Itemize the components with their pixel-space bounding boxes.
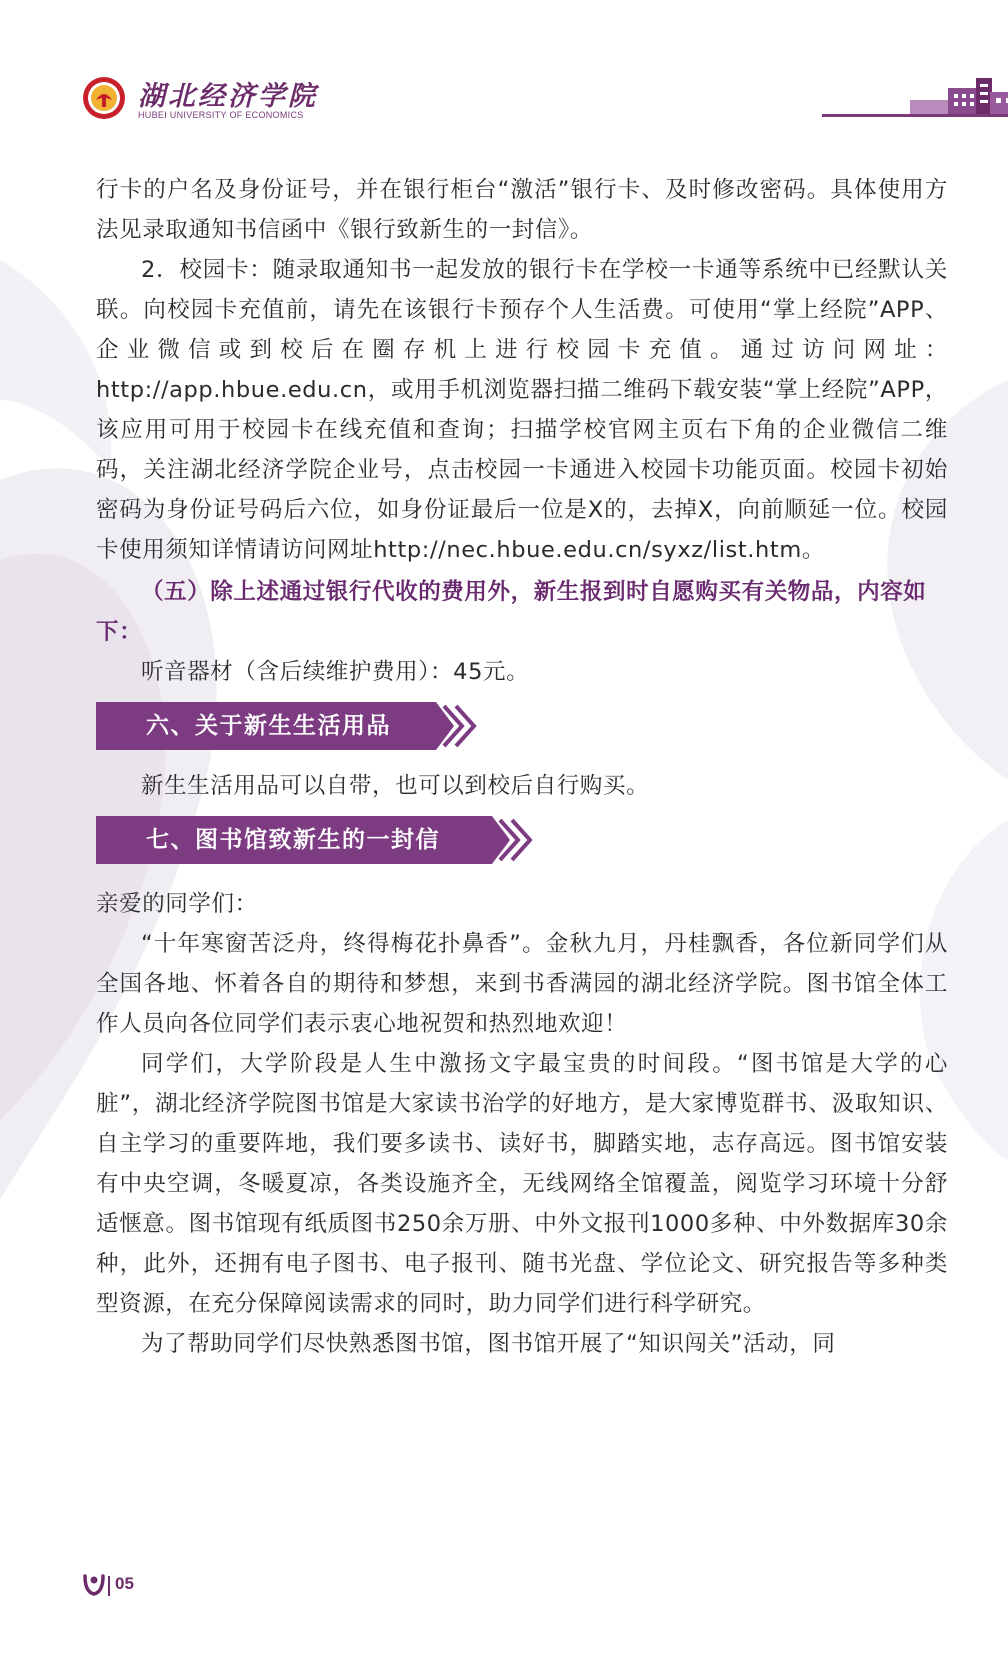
university-mark-icon (82, 1572, 106, 1598)
paragraph-library-intro: 同学们，大学阶段是人生中激扬文字最宝贵的时间段。“图书馆是大学的心脏”，湖北经济学院图书馆是大家读书治学的好地方，是大家博览群书、汲取知识、自主学习的重要阵地，我们要多读书、读好书，脚踏实地，志存高远。图书馆安装有中央空调，冬暖夏凉，各类设施齐全，无线网络全馆覆盖，阅览学习环境十分舒适惬意。图书馆现有纸质图书250余万册、中外文报刊1000多种、中外数据库30余种，此外，还拥有电子图书、电子报刊、随书光盘、学位论文、研究报告等多种类型资源，在充分保障阅读需求的同时，助力同学们进行科学研究。 (96, 1051, 948, 1317)
section-7-banner (96, 816, 948, 864)
campus-building-icon (910, 74, 1008, 116)
page-header (82, 70, 962, 130)
school-name-cn: 湖北经济学院 (138, 81, 318, 112)
paragraph-welcome: “十年寒窗苦泛舟，终得梅花扑鼻香”。金秋九月，丹桂飘香，各位新同学们从全国各地、怀着各自的期待和梦想，来到书香满园的湖北经济学院。图书馆全体工作人员向各位同学们表示衷心地祝贺和热烈地欢迎！ (96, 931, 948, 1037)
section-6-title: 六、关于新生生活用品 (146, 713, 391, 739)
chevron-arrows-icon (430, 702, 482, 750)
university-seal-icon (82, 76, 126, 120)
footer-separator (108, 1576, 110, 1596)
page-number: 05 (115, 1574, 134, 1593)
school-name-en: HUBEI UNIVERSITY OF ECONOMICS (138, 110, 304, 120)
paragraph-campus-card: 2．校园卡：随录取通知书一起发放的银行卡在学校一卡通等系统中已经默认关联。向校园卡充值前，请先在该银行卡预存个人生活费。可使用“掌上经院”APP、企业微信或到校后在圈存机上进行校园卡充值。通过访问网址：http://app.hbue.edu.cn，或用手机浏览器扫描二维码下载安装“掌上经院”APP，该应用可用于校园卡在线充值和查询；扫描学校官网主页右下角的企业微信二维码，关注湖北经济学院企业号，点击校园一卡通进入校园卡功能页面。校园卡初始密码为身份证号码后六位，如身份证最后一位是X的，去掉X，向前顺延一位。校园卡使用须知详情请访问网址http://nec.hbue.edu.cn/syxz/list.htm。 (96, 257, 948, 563)
section-6-banner (96, 702, 948, 750)
paragraph-audio-equipment: 听音器材（含后续维护费用）：45元。 (141, 659, 530, 685)
letter-greeting: 亲爱的同学们： (96, 891, 258, 917)
paragraph-knowledge-challenge: 为了帮助同学们尽快熟悉图书馆，图书馆开展了“知识闯关”活动，同 (141, 1331, 836, 1357)
subheading-optional-purchases: （五）除上述通过银行代收的费用外，新生报到时自愿购买有关物品，内容如下： (96, 579, 927, 645)
chevron-arrows-icon (486, 816, 538, 864)
section-7-title: 七、图书馆致新生的一封信 (146, 827, 440, 853)
document-body (96, 170, 948, 1364)
paragraph-bank-card: 行卡的户名及身份证号，并在银行柜台“激活”银行卡、及时修改密码。具体使用方法见录取通知书信函中《银行致新生的一封信》。 (96, 177, 948, 243)
paragraph-daily-supplies: 新生生活用品可以自带，也可以到校后自行购买。 (141, 773, 650, 799)
